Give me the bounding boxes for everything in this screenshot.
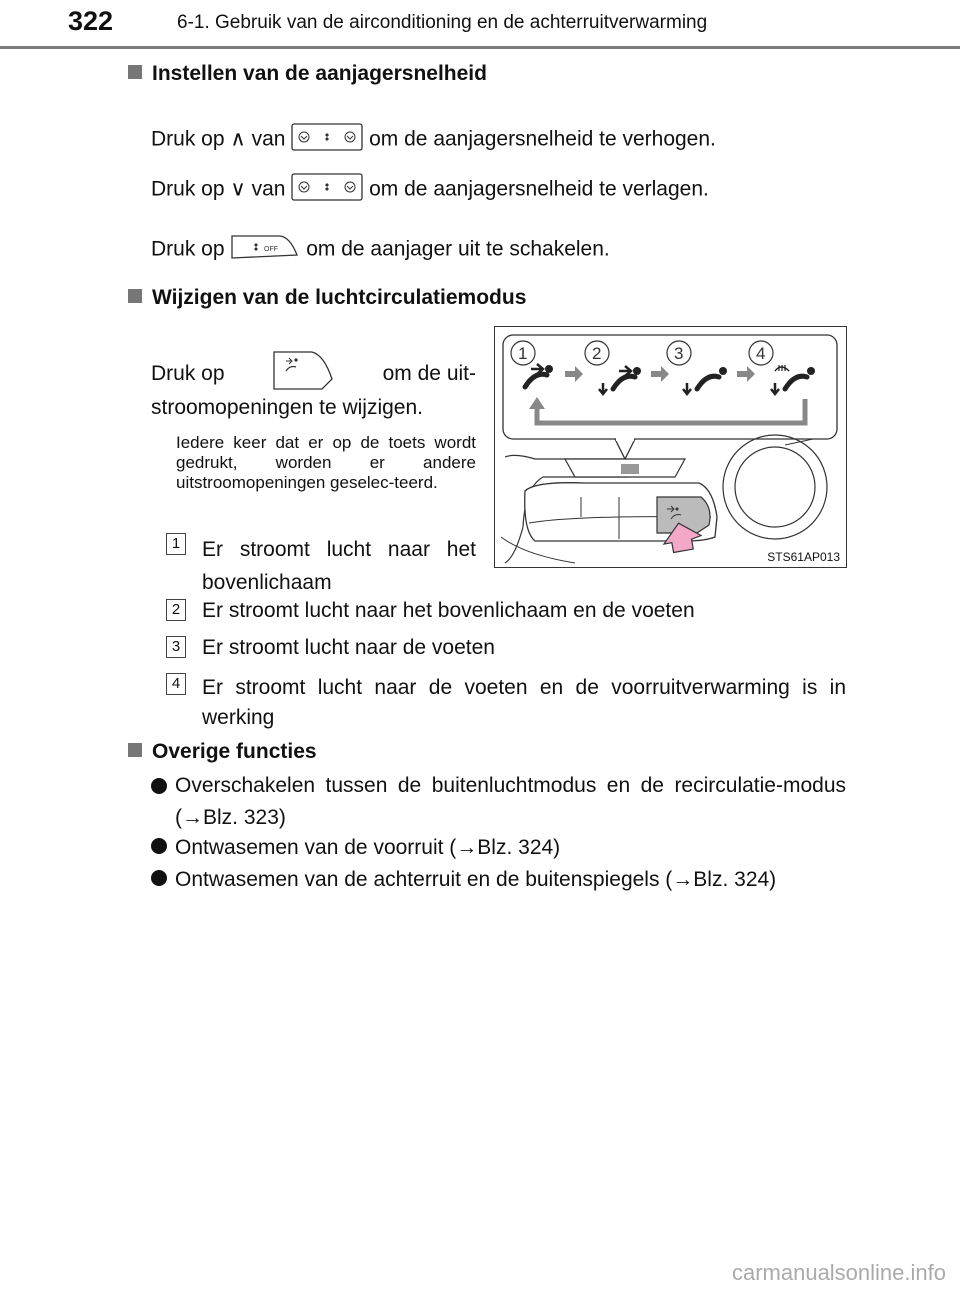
mode-key-icon	[272, 349, 336, 399]
indicator-square	[621, 464, 639, 474]
square-bullet-icon	[128, 289, 142, 303]
item-number-box	[166, 599, 186, 621]
section-heading-mode	[128, 286, 526, 310]
watermark: carmanualsonline.info	[731, 1260, 946, 1285]
fan-down-text-a: Druk op ∨ van	[151, 177, 286, 201]
section-heading-other	[128, 740, 317, 764]
label-3: 3	[674, 344, 684, 363]
item-1-text: Er stroomt lucht naar het bovenlichaam	[202, 538, 476, 594]
item-4-text: Er stroomt lucht naar de voeten en de voorruitverwarming is in werking	[202, 676, 846, 729]
round-bullet-icon	[151, 778, 167, 794]
item-number-box	[166, 673, 186, 695]
other-item-text: Overschakelen tussen de buitenluchtmodus en de recirculatie-modus (→Blz. 323)	[175, 774, 846, 829]
fan-up-text-a: Druk op ∧ van	[151, 127, 286, 151]
mode-press-line	[151, 349, 476, 399]
off-label: OFF	[264, 246, 279, 253]
item-number-box	[166, 636, 186, 658]
fan-off-key-icon	[230, 233, 300, 267]
fan-speed-key-icon	[291, 123, 363, 157]
item-number: 3	[166, 636, 186, 658]
mode-press-text-c: stroomopeningen te wijzigen.	[151, 396, 423, 419]
item-number: 1	[166, 533, 186, 555]
other-item-text: Ontwasemen van de achterruit en de buitenspiegels (→Blz. 324)	[175, 868, 777, 891]
label-4: 4	[756, 344, 766, 363]
fan-speed-key-icon	[291, 173, 363, 207]
right-dial-inner	[735, 447, 815, 527]
other-item-1	[151, 770, 846, 834]
mode-press-text-b: om de uit-	[382, 362, 476, 385]
label-1: 1	[518, 344, 528, 363]
fan-off-line	[151, 233, 610, 267]
heading-text: Overige functies	[152, 740, 317, 763]
item-number-box	[166, 533, 186, 555]
square-bullet-icon	[128, 743, 142, 757]
square-bullet-icon	[128, 65, 142, 79]
section-heading-fan	[128, 62, 487, 86]
right-dial-outer	[723, 435, 827, 539]
other-item-2	[151, 836, 560, 860]
fan-down-text-b: om de aanjagersnelheid te verlagen.	[369, 177, 709, 201]
page-title: 6-1. Gebruik van de airconditioning en de achterruitverwarming	[177, 12, 708, 33]
heading-text: Instellen van de aanjagersnelheid	[152, 62, 487, 85]
airflow-illustration	[495, 327, 845, 566]
heading-text: Wijzigen van de luchtcirculatiemodus	[152, 286, 527, 309]
fan-off-text-b: om de aanjager uit te schakelen.	[306, 237, 610, 261]
round-bullet-icon	[151, 838, 167, 854]
mode-note: Iedere keer dat er op de toets wordt gedrukt, worden er andere uitstroomopeningen geselec-teerd.	[176, 433, 476, 492]
page-number: 322	[68, 6, 114, 36]
mode-press-row	[151, 349, 476, 399]
fan-down-line	[151, 173, 709, 207]
item-3-text: Er stroomt lucht naar de voeten	[202, 636, 495, 659]
header-divider	[0, 46, 960, 49]
fan-up-line	[151, 123, 716, 157]
item-number: 2	[166, 599, 186, 621]
label-2: 2	[592, 344, 602, 363]
other-item-text: Ontwasemen van de voorruit (→Blz. 324)	[175, 836, 561, 859]
round-bullet-icon	[151, 870, 167, 886]
fan-off-text-a: Druk op	[151, 237, 225, 261]
item-number: 4	[166, 673, 186, 695]
mode-press-text-a: Druk op	[151, 362, 225, 385]
airflow-figure	[494, 326, 847, 568]
item-2-text: Er stroomt lucht naar het bovenlichaam en de voeten	[202, 599, 695, 622]
callout-pointer	[615, 439, 635, 459]
other-item-3	[151, 868, 776, 892]
fan-up-text-b: om de aanjagersnelheid te verhogen.	[369, 127, 716, 151]
figure-code: STS61AP013	[767, 550, 840, 564]
